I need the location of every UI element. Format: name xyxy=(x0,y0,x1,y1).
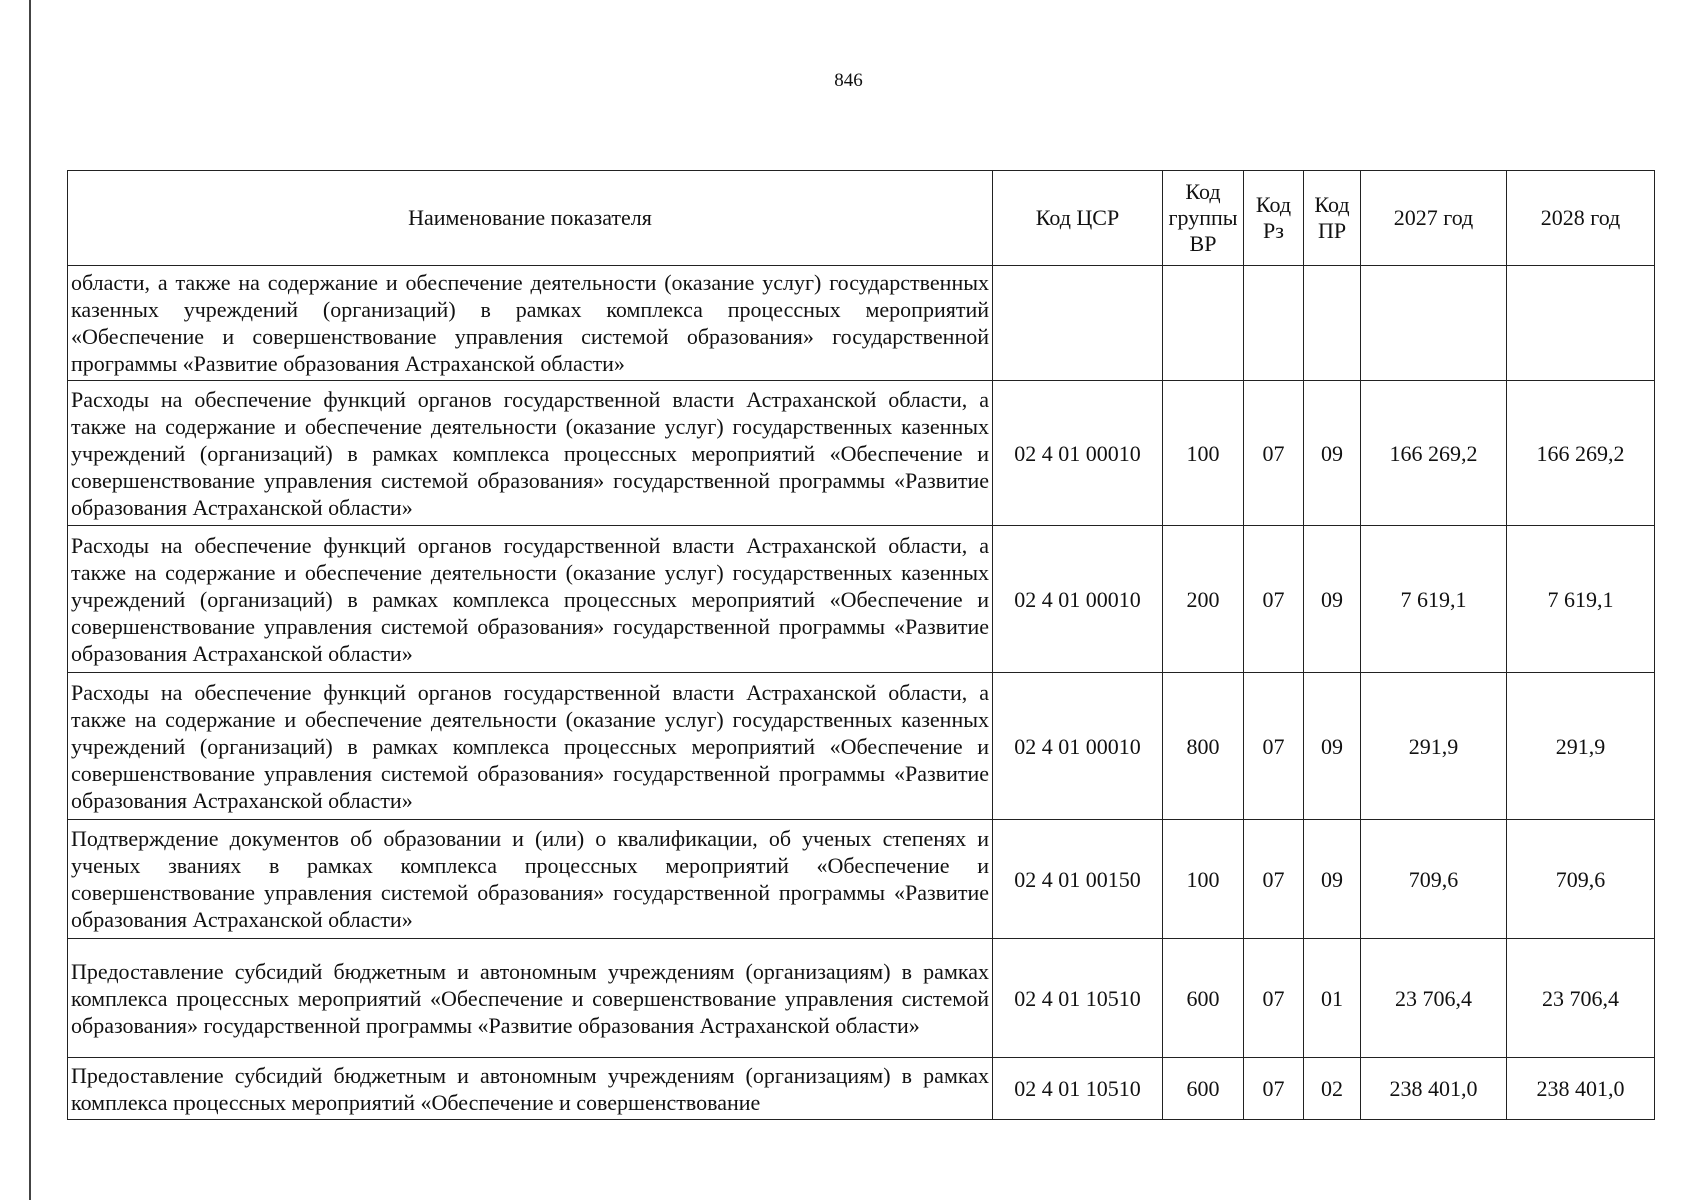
row-csr: 02 4 01 10510 xyxy=(993,939,1163,1058)
row-rz xyxy=(1244,266,1304,381)
binding-edge-line xyxy=(29,0,31,1200)
row-2028: 7 619,1 xyxy=(1507,526,1655,673)
row-rz: 07 xyxy=(1244,939,1304,1058)
row-name: Расходы на обеспечение функций органов государственной власти Астраханской области, а также на содержание и обеспечение деятельности (оказание услуг) государственных казенных учреждений (организаций) в рамках комплекса процессных мероприятий «Обеспечение и совершенствование управления системой образования» государственной программы «Развитие образования Астраханской области» xyxy=(68,381,993,526)
row-2028: 291,9 xyxy=(1507,673,1655,820)
row-2027: 166 269,2 xyxy=(1361,381,1507,526)
table-row xyxy=(68,1058,1655,1120)
row-pr: 09 xyxy=(1304,820,1361,939)
row-2027: 7 619,1 xyxy=(1361,526,1507,673)
table-row xyxy=(68,266,1655,381)
row-2028: 166 269,2 xyxy=(1507,381,1655,526)
row-vr: 600 xyxy=(1163,1058,1244,1120)
table-row xyxy=(68,820,1655,939)
row-csr: 02 4 01 10510 xyxy=(993,1058,1163,1120)
table-header-row xyxy=(68,171,1655,266)
row-vr: 600 xyxy=(1163,939,1244,1058)
row-2028: 23 706,4 xyxy=(1507,939,1655,1058)
row-rz: 07 xyxy=(1244,381,1304,526)
table-row xyxy=(68,526,1655,673)
row-2027: 709,6 xyxy=(1361,820,1507,939)
row-2027: 291,9 xyxy=(1361,673,1507,820)
table-row xyxy=(68,381,1655,526)
row-name: Предоставление субсидий бюджетным и автономным учреждениям (организациям) в рамках комплекса процессных мероприятий «Обеспечение и совершенствование управления системой образования» государственной программы «Развитие образования Астраханской области» xyxy=(68,939,993,1058)
header-vr: Код группы ВР xyxy=(1163,171,1244,266)
row-vr xyxy=(1163,266,1244,381)
row-name-text: Предоставление субсидий бюджетным и автономным учреждениям (организациям) в рамках комплекса процессных мероприятий «Обеспечение и совершенствование xyxy=(71,1062,989,1115)
row-vr: 200 xyxy=(1163,526,1244,673)
header-name: Наименование показателя xyxy=(68,171,993,266)
header-2028: 2028 год xyxy=(1507,171,1655,266)
header-2027: 2027 год xyxy=(1361,171,1507,266)
table-row xyxy=(68,939,1655,1058)
row-csr: 02 4 01 00010 xyxy=(993,526,1163,673)
row-pr: 02 xyxy=(1304,1058,1361,1120)
row-pr: 09 xyxy=(1304,381,1361,526)
row-rz: 07 xyxy=(1244,820,1304,939)
row-pr: 01 xyxy=(1304,939,1361,1058)
row-csr: 02 4 01 00010 xyxy=(993,673,1163,820)
row-csr: 02 4 01 00150 xyxy=(993,820,1163,939)
row-2028: 238 401,0 xyxy=(1507,1058,1655,1120)
row-2027: 238 401,0 xyxy=(1361,1058,1507,1120)
row-rz: 07 xyxy=(1244,1058,1304,1120)
row-2028 xyxy=(1507,266,1655,381)
row-2028: 709,6 xyxy=(1507,820,1655,939)
row-name: Расходы на обеспечение функций органов государственной власти Астраханской области, а также на содержание и обеспечение деятельности (оказание услуг) государственных казенных учреждений (организаций) в рамках комплекса процессных мероприятий «Обеспечение и совершенствование управления системой образования» государственной программы «Развитие образования Астраханской области» xyxy=(68,526,993,673)
header-pr: Код ПР xyxy=(1304,171,1361,266)
row-name: Подтверждение документов об образовании и (или) о квалификации, об ученых степенях и ученых званиях в рамках комплекса процессных мероприятий «Обеспечение и совершенствование управления системой образования» государственной программы «Развитие образования Астраханской области» xyxy=(68,820,993,939)
budget-table xyxy=(67,170,1655,1120)
row-vr: 100 xyxy=(1163,381,1244,526)
table-row xyxy=(68,673,1655,820)
header-csr: Код ЦСР xyxy=(993,171,1163,266)
row-rz: 07 xyxy=(1244,673,1304,820)
row-vr: 100 xyxy=(1163,820,1244,939)
row-csr xyxy=(993,266,1163,381)
row-csr: 02 4 01 00010 xyxy=(993,381,1163,526)
page-number: 846 xyxy=(834,70,863,91)
row-2027: 23 706,4 xyxy=(1361,939,1507,1058)
row-rz: 07 xyxy=(1244,526,1304,673)
row-pr xyxy=(1304,266,1361,381)
row-pr: 09 xyxy=(1304,526,1361,673)
row-name xyxy=(68,1058,993,1120)
row-pr: 09 xyxy=(1304,673,1361,820)
header-rz: Код Рз xyxy=(1244,171,1304,266)
row-vr: 800 xyxy=(1163,673,1244,820)
row-name: Расходы на обеспечение функций органов государственной власти Астраханской области, а также на содержание и обеспечение деятельности (оказание услуг) государственных казенных учреждений (организаций) в рамках комплекса процессных мероприятий «Обеспечение и совершенствование управления системой образования» государственной программы «Развитие образования Астраханской области» xyxy=(68,673,993,820)
row-name: области, а также на содержание и обеспечение деятельности (оказание услуг) государственных казенных учреждений (организаций) в рамках комплекса процессных мероприятий «Обеспечение и совершенствование управления системой образования» государственной программы «Развитие образования Астраханской области» xyxy=(68,266,993,381)
row-2027 xyxy=(1361,266,1507,381)
